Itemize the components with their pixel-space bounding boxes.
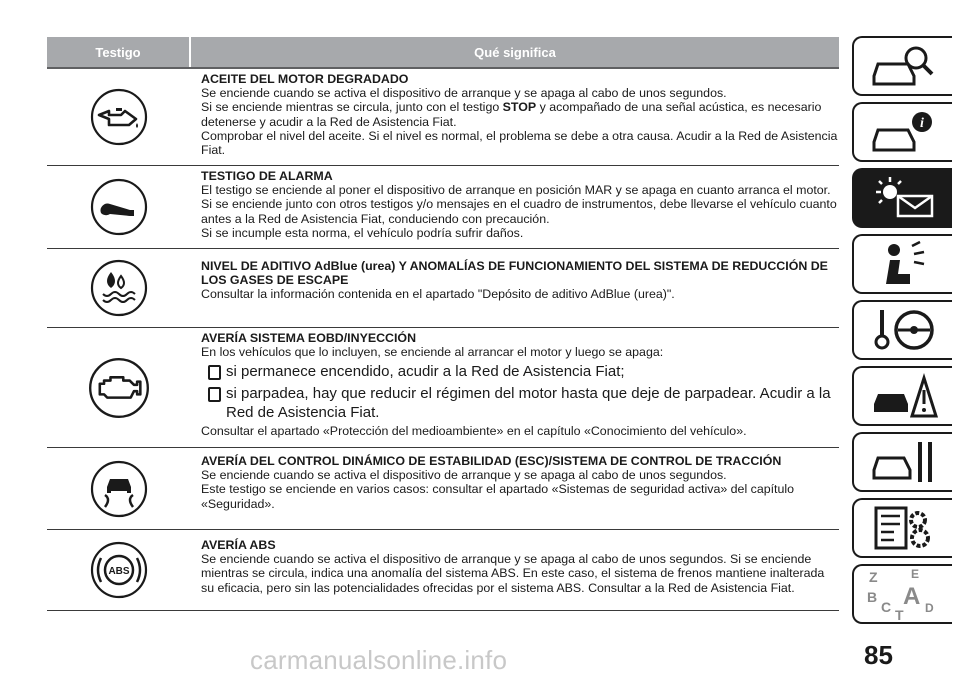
page-number: 85 xyxy=(864,640,893,670)
table-row xyxy=(47,530,839,611)
row-text: Este testigo se enciende en varios casos: consultar el apartado «Sistemas de seguridad activa» del capítulo «Seguridad». xyxy=(201,482,795,511)
tab-specifications[interactable] xyxy=(852,498,952,558)
index-letters-icon xyxy=(863,566,943,622)
table-row xyxy=(47,166,839,249)
specs-gear-icon xyxy=(868,504,938,552)
tab-driving[interactable] xyxy=(852,300,952,360)
row-description xyxy=(191,448,839,529)
index-letter: E xyxy=(911,567,920,581)
row-text-part: Si se enciende mientras se circula, junto con el testigo xyxy=(201,100,503,115)
index-letter: D xyxy=(925,601,934,615)
car-info-icon xyxy=(868,108,938,156)
watermark: carmanualsonline.info xyxy=(250,645,508,675)
index-letter: C xyxy=(881,599,892,615)
tab-safety[interactable] xyxy=(852,234,952,294)
index-letter: A xyxy=(903,583,921,610)
engine-icon xyxy=(47,328,191,447)
stop-label: STOP xyxy=(502,100,537,115)
row-text: Si se incumple esta norma, el vehículo podría sufrir daños. xyxy=(201,225,524,240)
skidding-car-icon xyxy=(47,448,191,529)
header-que-significa: Qué significa xyxy=(474,44,556,60)
row-text: Se enciende cuando se activa el dispositivo de arranque y se apaga al cabo de unos segundos. Si se enciende mientras se circula, indica una anomalía del sistema ABS. En este caso, el sistema de frenos mantiene inalterada su eficacia, pero sin las potencialidades ofrecidas por el sistema ABS. Consultar a la Red de Asistencia Fiat. xyxy=(201,552,825,595)
index-letter: B xyxy=(867,589,878,605)
chapter-tabs xyxy=(852,36,958,630)
tab-car-search[interactable] xyxy=(852,36,952,96)
row-title: AVERÍA SISTEMA EOBD/INYECCIÓN xyxy=(201,331,417,345)
table-row xyxy=(47,448,839,530)
abs-icon-label: ABS xyxy=(108,566,130,577)
row-title: NIVEL DE ADITIVO AdBlue (urea) Y ANOMALÍAS DE FUNCIONAMIENTO DEL SISTEMA DE REDUCCIÓN DE LOS GASES DE ESCAPE xyxy=(201,259,828,288)
list-item-text: si parpadea, hay que reducir el régimen del motor hasta que deje de parpadear. Acudir a la Red de Asistencia Fiat. xyxy=(226,385,831,422)
row-text: Se enciende cuando se activa el dispositivo de arranque y se apaga al cabo de unos segundos. xyxy=(201,468,727,483)
car-search-icon xyxy=(868,42,938,90)
tab-warning-lights[interactable] xyxy=(852,168,952,228)
table-header xyxy=(47,37,839,69)
row-description xyxy=(191,530,839,610)
warning-lights-table xyxy=(47,37,839,611)
tab-index[interactable] xyxy=(852,564,952,624)
row-title: AVERÍA ABS xyxy=(201,538,276,552)
row-text xyxy=(201,100,839,128)
table-row xyxy=(47,328,839,448)
row-text: El testigo se enciende al poner el dispositivo de arranque en posición MAR y se apaga en cuanto arranca el motor. xyxy=(201,183,831,198)
list-item xyxy=(201,362,839,381)
bullet-box-icon xyxy=(208,365,221,380)
row-text: Consultar el apartado «Protección del medioambiente» en el capítulo «Conocimiento del vehículo». xyxy=(201,424,747,439)
tab-emergency[interactable] xyxy=(852,366,952,426)
tab-maintenance[interactable] xyxy=(852,432,952,492)
row-text: Si se enciende junto con otros testigos y/o mensajes en el cuadro de instrumentos, debe llevarse el vehículo cuanto antes a la Red de Asistencia Fiat, conduciendo con precaución. xyxy=(201,197,837,226)
row-text-part: y acompañado de una señal acústica, es necesario detenerse y acudir a la Red de Asistencia Fiat. xyxy=(201,100,822,129)
row-text: En los vehículos que lo incluyen, se enciende al arrancar el motor y luego se apaga: xyxy=(201,345,664,360)
table-row xyxy=(47,249,839,328)
row-description xyxy=(191,249,839,327)
header-testigo: Testigo xyxy=(47,37,191,67)
abs-icon xyxy=(47,530,191,610)
list-item xyxy=(201,384,839,422)
row-text: Consultar la información contenida en el apartado "Depósito de aditivo AdBlue (urea)". xyxy=(201,287,675,302)
row-text: Comprobar el nivel del aceite. Si el nivel es normal, el problema se debe a otra causa. Acudir a la Red de Asistencia Fiat. xyxy=(201,128,838,158)
oil-can-icon xyxy=(47,69,191,165)
tab-car-info[interactable] xyxy=(852,102,952,162)
row-title: ACEITE DEL MOTOR DEGRADADO xyxy=(201,72,409,86)
car-tools-icon xyxy=(868,438,938,486)
steering-key-icon xyxy=(868,306,938,354)
row-description xyxy=(191,328,839,447)
index-letter: T xyxy=(895,607,904,622)
row-title: TESTIGO DE ALARMA xyxy=(201,169,333,183)
list-item-text: si permanece encendido, acudir a la Red de Asistencia Fiat; xyxy=(226,363,625,381)
row-text: Se enciende cuando se activa el dispositivo de arranque y se apaga al cabo de unos segundos. xyxy=(201,86,727,101)
adblue-icon xyxy=(47,249,191,327)
row-description xyxy=(191,69,839,165)
warning-light-message-icon xyxy=(868,174,938,222)
svg-text:i: i xyxy=(920,116,924,131)
row-title: AVERÍA DEL CONTROL DINÁMICO DE ESTABILIDAD (ESC)/SISTEMA DE CONTROL DE TRACCIÓN xyxy=(201,454,782,468)
row-description xyxy=(191,166,839,248)
wrench-icon xyxy=(47,166,191,248)
table-row xyxy=(47,69,839,166)
warning-triangle-icon xyxy=(868,372,938,420)
seat-airbag-icon xyxy=(868,240,938,288)
bullet-box-icon xyxy=(208,387,221,402)
index-letter: Z xyxy=(869,569,878,585)
